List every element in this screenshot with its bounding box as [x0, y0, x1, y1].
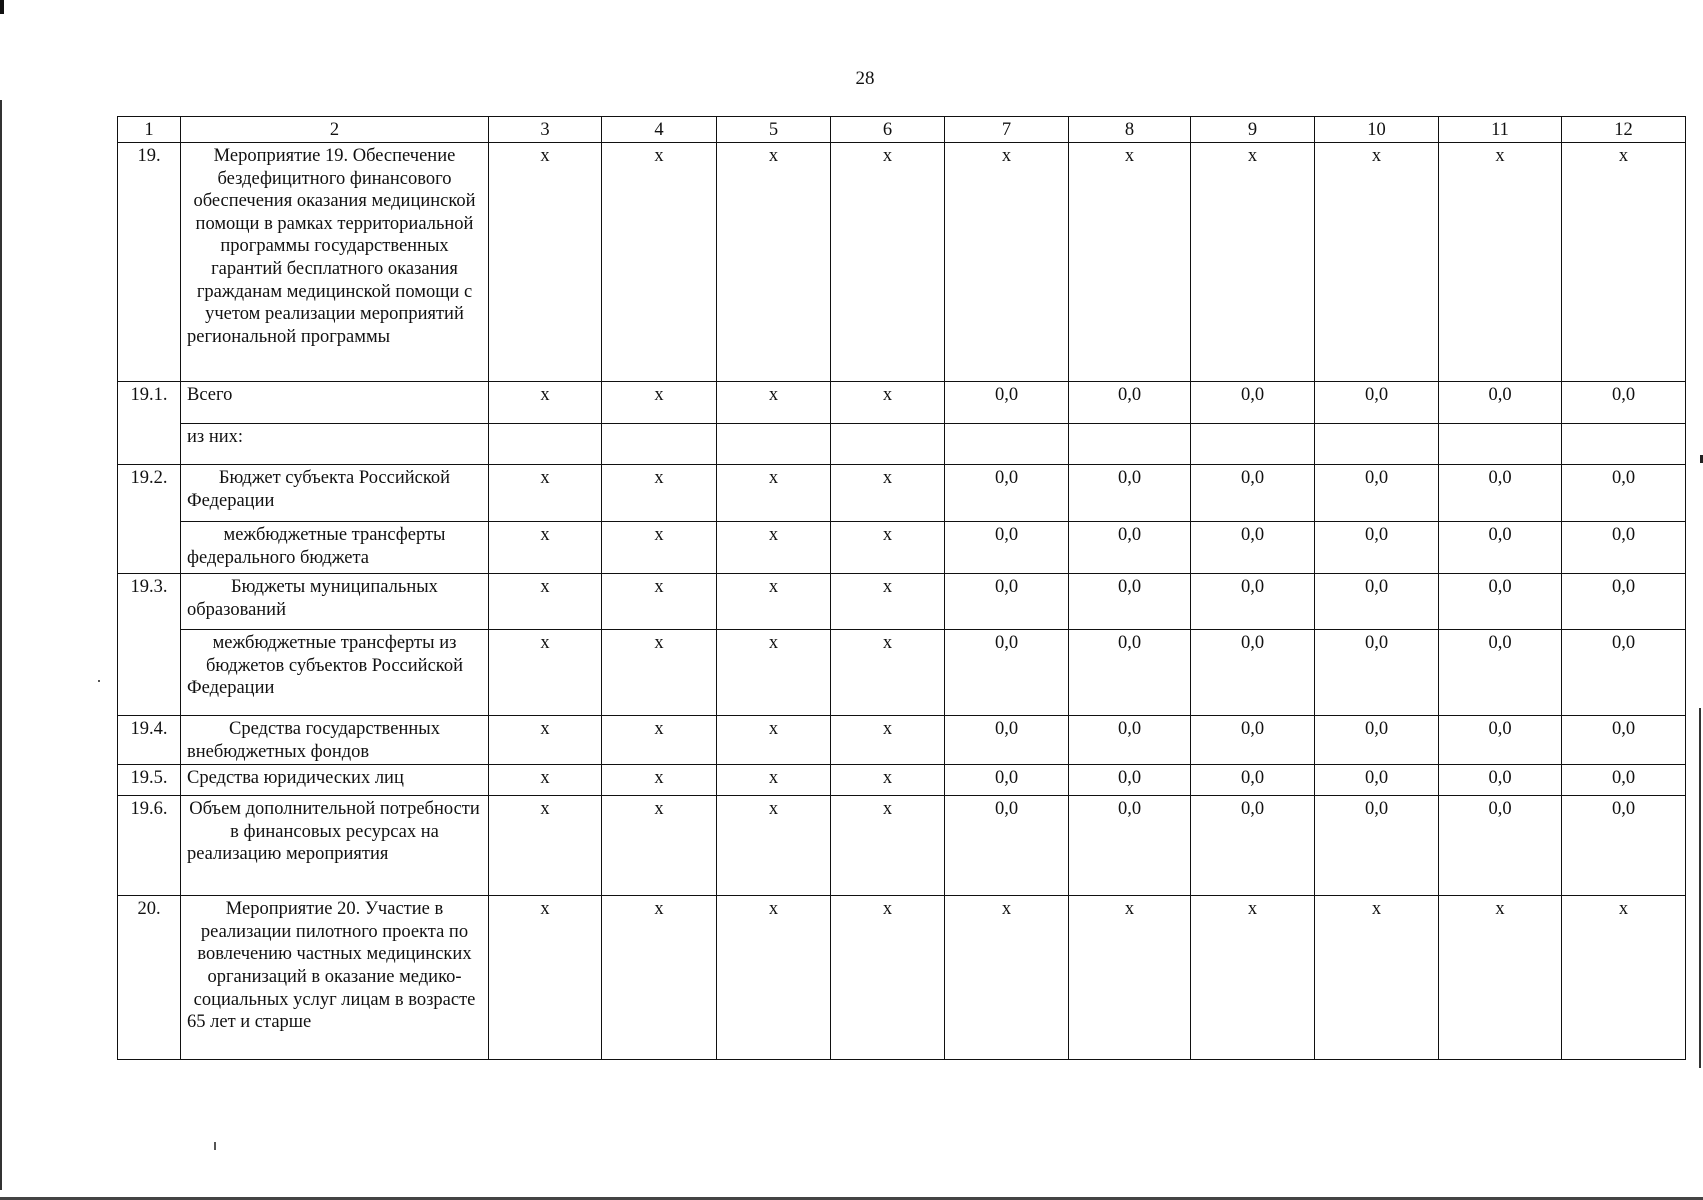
table-cell: [1191, 424, 1315, 465]
table-cell: 0,0: [1439, 574, 1562, 630]
table-row: [118, 424, 1686, 465]
table-cell: x: [717, 896, 831, 1060]
table-cell: x: [717, 574, 831, 630]
table-row: [118, 630, 1686, 716]
table-cell: 0,0: [1069, 574, 1191, 630]
table-cell: 0,0: [1191, 522, 1315, 574]
row-number: 19.4.: [118, 716, 181, 765]
table-cell: x: [602, 796, 717, 896]
table-cell: x: [717, 630, 831, 716]
table-cell: x: [1562, 143, 1686, 382]
table-row: [118, 896, 1686, 1060]
table-cell: x: [831, 143, 945, 382]
table-cell: x: [489, 765, 602, 796]
table-cell: [602, 424, 717, 465]
table-cell: x: [1315, 143, 1439, 382]
row-name: межбюджетные трансферты федерального бюджета: [181, 522, 489, 574]
row-number: 19.5.: [118, 765, 181, 796]
table-cell: x: [489, 796, 602, 896]
table-cell: 0,0: [1191, 630, 1315, 716]
table-cell: 0,0: [1315, 796, 1439, 896]
table-cell: 0,0: [1191, 465, 1315, 522]
table-cell: x: [489, 465, 602, 522]
table-cell: x: [831, 574, 945, 630]
column-header: 7: [945, 117, 1069, 143]
table-cell: x: [602, 896, 717, 1060]
table-cell: x: [489, 716, 602, 765]
table-cell: x: [717, 143, 831, 382]
table-cell: x: [602, 382, 717, 424]
table-cell: x: [717, 382, 831, 424]
table-cell: 0,0: [945, 574, 1069, 630]
table-cell: 0,0: [1315, 522, 1439, 574]
table-cell: 0,0: [1191, 796, 1315, 896]
table-row: [118, 382, 1686, 424]
column-header: 10: [1315, 117, 1439, 143]
row-name: Объем дополнительной потребности в финансовых ресурсах на реализацию мероприятия: [181, 796, 489, 896]
column-header: 2: [181, 117, 489, 143]
table-cell: x: [489, 574, 602, 630]
column-header: 5: [717, 117, 831, 143]
table-row: [118, 796, 1686, 896]
table-row: [118, 765, 1686, 796]
table-cell: 0,0: [1315, 765, 1439, 796]
table-cell: 0,0: [1315, 630, 1439, 716]
table-cell: 0,0: [1439, 630, 1562, 716]
table-cell: 0,0: [1191, 382, 1315, 424]
row-name: Бюджеты муниципальных образований: [181, 574, 489, 630]
table-cell: x: [489, 143, 602, 382]
table-cell: x: [1191, 896, 1315, 1060]
table-cell: x: [602, 574, 717, 630]
table-row: [118, 522, 1686, 574]
row-name: Всего: [181, 382, 489, 424]
table-cell: 0,0: [1562, 465, 1686, 522]
table-cell: x: [1069, 896, 1191, 1060]
row-name: из них:: [181, 424, 489, 465]
row-number: 19.6.: [118, 796, 181, 896]
table-cell: x: [717, 465, 831, 522]
table-cell: 0,0: [1069, 716, 1191, 765]
table-cell: 0,0: [1069, 630, 1191, 716]
table-cell: x: [831, 796, 945, 896]
table-cell: x: [717, 796, 831, 896]
table-cell: x: [1439, 143, 1562, 382]
table-cell: x: [831, 630, 945, 716]
table-cell: 0,0: [945, 765, 1069, 796]
table-cell: x: [602, 522, 717, 574]
table-cell: 0,0: [1439, 765, 1562, 796]
table-cell: [489, 424, 602, 465]
scan-edge-line-right: [1699, 708, 1701, 1068]
table-cell: x: [831, 522, 945, 574]
table-cell: 0,0: [1315, 574, 1439, 630]
column-header: 3: [489, 117, 602, 143]
table-cell: x: [602, 465, 717, 522]
table-cell: 0,0: [1191, 716, 1315, 765]
row-name: Бюджет субъекта Российской Федерации: [181, 465, 489, 522]
table-cell: 0,0: [1315, 716, 1439, 765]
table-cell: 0,0: [1439, 522, 1562, 574]
table-cell: 0,0: [945, 522, 1069, 574]
table-cell: x: [602, 630, 717, 716]
column-header: 12: [1562, 117, 1686, 143]
table-cell: [1069, 424, 1191, 465]
column-header: 6: [831, 117, 945, 143]
table-cell: x: [602, 143, 717, 382]
table-cell: 0,0: [1439, 796, 1562, 896]
table-cell: x: [831, 382, 945, 424]
row-name: Мероприятие 20. Участие в реализации пилотного проекта по вовлечению частных медицинских организаций в оказание медико-социальных услуг лицам в возрасте 65 лет и старше: [181, 896, 489, 1060]
table-cell: x: [602, 716, 717, 765]
table-row: [118, 465, 1686, 522]
table-cell: x: [1439, 896, 1562, 1060]
table-cell: x: [1562, 896, 1686, 1060]
table-cell: 0,0: [1069, 382, 1191, 424]
table-cell: x: [489, 630, 602, 716]
table-cell: x: [489, 382, 602, 424]
table-cell: x: [717, 765, 831, 796]
table-cell: 0,0: [1562, 522, 1686, 574]
table-cell: 0,0: [945, 465, 1069, 522]
table-cell: x: [717, 522, 831, 574]
scan-speck: [98, 680, 100, 682]
table-cell: 0,0: [1069, 522, 1191, 574]
table-cell: x: [831, 896, 945, 1060]
table-cell: x: [831, 765, 945, 796]
table-cell: x: [945, 143, 1069, 382]
table-cell: 0,0: [945, 796, 1069, 896]
table-row: [118, 574, 1686, 630]
table-cell: [717, 424, 831, 465]
table-cell: x: [602, 765, 717, 796]
table-cell: [1315, 424, 1439, 465]
table-row: [118, 716, 1686, 765]
table-cell: x: [945, 896, 1069, 1060]
table-cell: 0,0: [1439, 465, 1562, 522]
table-cell: 0,0: [1439, 382, 1562, 424]
table-cell: 0,0: [1562, 382, 1686, 424]
table-cell: 0,0: [1191, 574, 1315, 630]
table-cell: 0,0: [1562, 796, 1686, 896]
row-number: 20.: [118, 896, 181, 1060]
finance-table: [117, 116, 1686, 1060]
column-header: 4: [602, 117, 717, 143]
row-name: Средства юридических лиц: [181, 765, 489, 796]
table-cell: 0,0: [1069, 465, 1191, 522]
table-cell: [945, 424, 1069, 465]
table-row: [118, 143, 1686, 382]
table-cell: [1439, 424, 1562, 465]
table-cell: 0,0: [1562, 765, 1686, 796]
row-name: Мероприятие 19. Обеспечение бездефицитного финансового обеспечения оказания медицинской помощи в рамках территориальной программы государственных гарантий бесплатного оказания гражданам медицинской помощи с учетом реализации мероприятий региональной программы: [181, 143, 489, 382]
table-cell: 0,0: [945, 630, 1069, 716]
table-cell: x: [489, 522, 602, 574]
table-cell: 0,0: [945, 716, 1069, 765]
column-header: 9: [1191, 117, 1315, 143]
table-cell: x: [831, 716, 945, 765]
row-number: 19.: [118, 143, 181, 382]
table-header-row: [118, 117, 1686, 143]
scan-edge-line-left: [0, 100, 2, 1190]
table-cell: x: [717, 716, 831, 765]
table-cell: x: [1315, 896, 1439, 1060]
table-cell: 0,0: [1562, 716, 1686, 765]
table-cell: 0,0: [1562, 574, 1686, 630]
row-number: 19.3.: [118, 574, 181, 716]
table-cell: 0,0: [1315, 465, 1439, 522]
column-header: 8: [1069, 117, 1191, 143]
table-cell: x: [489, 896, 602, 1060]
table-cell: 0,0: [1069, 796, 1191, 896]
table-cell: 0,0: [1191, 765, 1315, 796]
row-name: межбюджетные трансферты из бюджетов субъектов Российской Федерации: [181, 630, 489, 716]
table-cell: 0,0: [1562, 630, 1686, 716]
table-cell: 0,0: [1439, 716, 1562, 765]
column-header: 11: [1439, 117, 1562, 143]
table-cell: 0,0: [1069, 765, 1191, 796]
table-cell: x: [1069, 143, 1191, 382]
scan-speck: [214, 1142, 216, 1150]
table-cell: x: [1191, 143, 1315, 382]
row-number: 19.1.: [118, 382, 181, 465]
table-cell: 0,0: [945, 382, 1069, 424]
table-cell: [1562, 424, 1686, 465]
table-cell: 0,0: [1315, 382, 1439, 424]
table-cell: x: [831, 465, 945, 522]
row-name: Средства государственных внебюджетных фондов: [181, 716, 489, 765]
table-cell: [831, 424, 945, 465]
column-header: 1: [118, 117, 181, 143]
row-number: 19.2.: [118, 465, 181, 574]
scan-edge-mark: [0, 0, 4, 14]
page-number: 28: [855, 68, 875, 89]
